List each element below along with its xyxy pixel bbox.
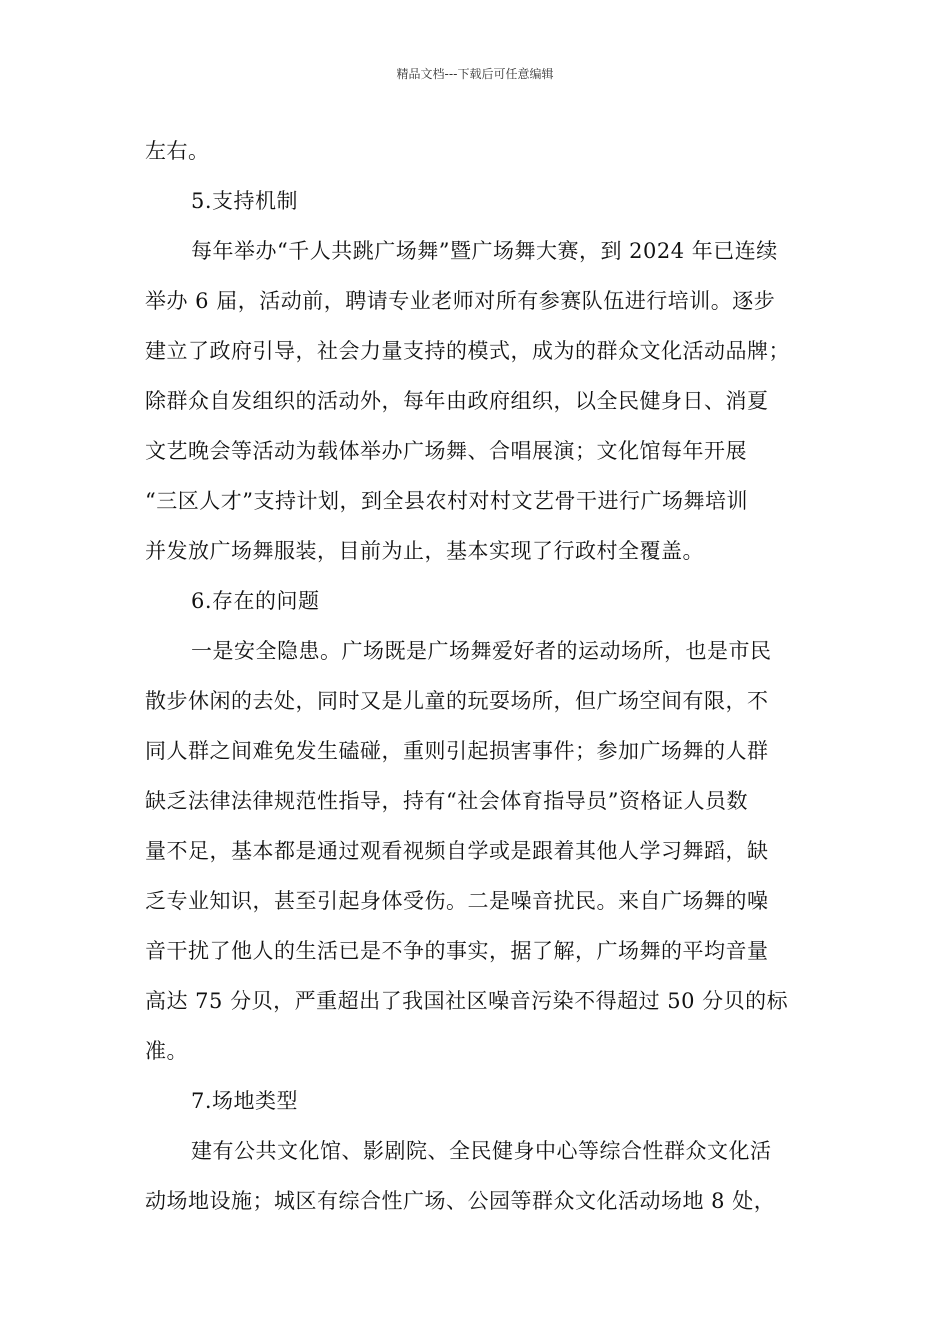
text-line: 除群众自发组织的活动外，每年由政府组织，以全民健身日、消夏 xyxy=(145,389,769,413)
section-heading-venue-types: 7.场地类型 xyxy=(191,1089,299,1113)
text-line: 乏专业知识，甚至引起身体受伤。二是噪音扰民。来自广场舞的噪 xyxy=(145,889,769,913)
text-line: 建有公共文化馆、影剧院、全民健身中心等综合性群众文化活 xyxy=(191,1139,772,1163)
document-body xyxy=(145,126,805,1226)
text-line: 量不足，基本都是通过观看视频自学或是跟着其他人学习舞蹈，缺 xyxy=(145,839,769,863)
page-header: 精品文档---下载后可任意编辑 xyxy=(396,67,554,81)
section-heading-support-mechanism: 5.支持机制 xyxy=(191,189,299,213)
text-line: 缺乏法律法律规范性指导，持有“社会体育指导员”资格证人员数 xyxy=(145,789,748,813)
section-heading-existing-problems: 6.存在的问题 xyxy=(191,589,320,613)
text-line: 文艺晚会等活动为载体举办广场舞、合唱展演；文化馆每年开展 xyxy=(145,439,747,463)
text-line: 举办 6 届，活动前，聘请专业老师对所有参赛队伍进行培训。逐步 xyxy=(145,289,776,313)
text-line: 音干扰了他人的生活已是不争的事实，据了解，广场舞的平均音量 xyxy=(145,939,769,963)
text-line: 建立了政府引导，社会力量支持的模式，成为的群众文化活动品牌； xyxy=(145,339,790,363)
text-line: 同人群之间难免发生磕碰，重则引起损害事件；参加广场舞的人群 xyxy=(145,739,769,763)
text-line: 并发放广场舞服装，目前为止，基本实现了行政村全覆盖。 xyxy=(145,539,704,563)
text-line: 高达 75 分贝，严重超出了我国社区噪音污染不得超过 50 分贝的标 xyxy=(145,989,789,1013)
text-line: 左右。 xyxy=(145,139,210,163)
text-line: 准。 xyxy=(145,1039,188,1063)
text-line: 散步休闲的去处，同时又是儿童的玩耍场所，但广场空间有限，不 xyxy=(145,689,769,713)
text-line: “三区人才”支持计划，到全县农村对村文艺骨干进行广场舞培训 xyxy=(145,489,748,513)
text-line: 每年举办“千人共跳广场舞”暨广场舞大赛，到 2024 年已连续 xyxy=(191,239,778,263)
text-line: 一是安全隐患。广场既是广场舞爱好者的运动场所，也是市民 xyxy=(191,639,772,663)
text-line: 动场地设施；城区有综合性广场、公园等群众文化活动场地 8 处， xyxy=(145,1189,776,1213)
